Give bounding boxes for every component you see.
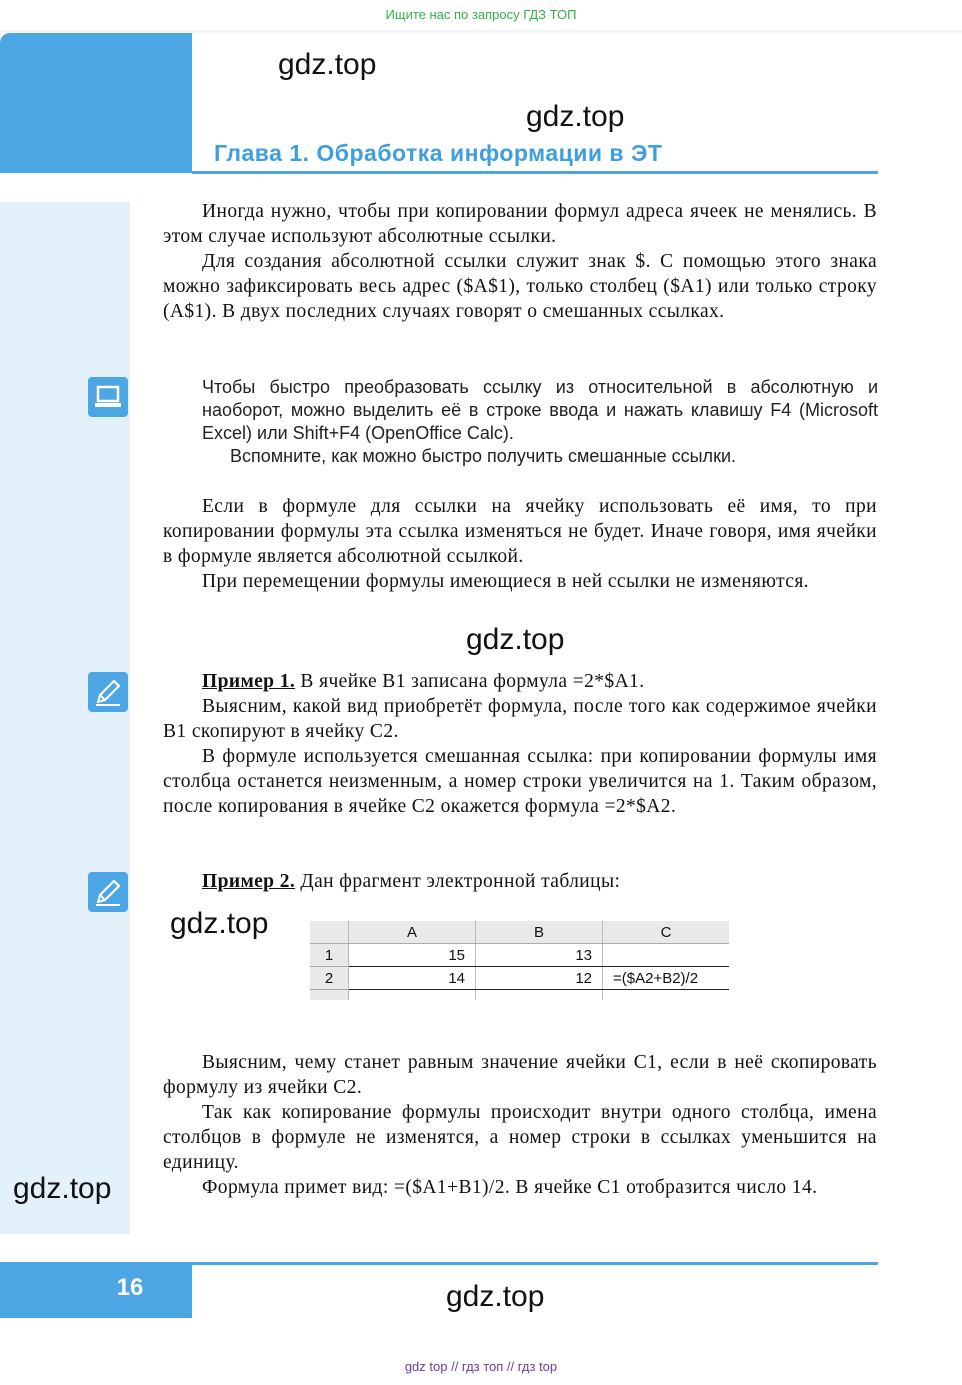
side-column: [0, 202, 130, 1234]
footer-rule: [192, 1262, 878, 1265]
sheet-row: [310, 944, 729, 967]
paragraph: Если в формуле для ссылки на ячейку использовать её имя, то при копировании формулы эта ссылка изменяться не будет. Иначе говоря, имя ячейки в формуле является абсолютной ссылкой.: [163, 496, 877, 567]
tip-text: Чтобы быстро преобразовать ссылку из относительной в абсолютную и наоборот, можно выделить её в строке ввода и нажать клавишу F4 (Microsoft Excel) или Shift+F4 (OpenOffice Calc).: [202, 377, 878, 443]
cell: 12: [476, 967, 603, 990]
header-block: [0, 33, 192, 173]
chapter-title: Глава 1. Обработка информации в ЭТ: [214, 140, 663, 166]
computer-icon: [88, 377, 128, 417]
row-number: 2: [310, 967, 349, 990]
column-header: B: [476, 921, 603, 944]
text-block-absolute-refs: [163, 199, 877, 324]
sheet-header-row: [310, 921, 729, 944]
paragraph: Формула примет вид: =($A1+B1)/2. В ячейке C1 отобразится число 14.: [202, 1177, 818, 1198]
paragraph: Так как копирование формулы происходит внутри одного столбца, имена столбцов в формуле не изменятся, а номер строки в ссылках уменьшится на единицу.: [163, 1102, 877, 1173]
watermark: gdz.top: [526, 100, 625, 133]
row-number: 1: [310, 944, 349, 967]
tip-question: Вспомните, как можно быстро получить смешанные ссылки.: [230, 446, 736, 466]
page-number: 16: [116, 1274, 144, 1301]
example-intro: В ячейке B1 записана формула =2*$A1.: [295, 671, 645, 692]
example-intro: Дан фрагмент электронной таблицы:: [295, 871, 621, 892]
paragraph: Выясним, чему станет равным значение ячейки C1, если в неё скопировать формулу из ячейки C2.: [163, 1052, 877, 1098]
paragraph: Выясним, какой вид приобретёт формула, после того как содержимое ячейки B1 скопируют в ячейку C2.: [163, 696, 877, 742]
cell: =($A2+B2)/2: [603, 967, 730, 990]
example-label: Пример 2.: [202, 871, 296, 892]
text-block-named-refs: [163, 494, 877, 594]
cell: 13: [476, 944, 603, 967]
paragraph: При перемещении формулы имеющиеся в ней ссылки не изменяются.: [202, 571, 809, 592]
sheet-corner: [310, 921, 349, 944]
paragraph: Иногда нужно, чтобы при копировании формул адреса ячеек не менялись. В этом случае используют абсолютные ссылки.: [163, 201, 877, 247]
sheet-row: [310, 967, 729, 990]
chapter-rule: [192, 171, 878, 174]
column-header: A: [349, 921, 476, 944]
cell: [603, 944, 730, 967]
example-2: [163, 869, 877, 894]
paragraph: В формуле используется смешанная ссылка: при копировании формулы имя столбца останется неизменным, а номер строки увеличится на 1. Таким образом, после копирования в ячейке C2 окажется формула =2*$A2.: [163, 746, 877, 817]
watermark: gdz.top: [13, 1172, 112, 1205]
cell: 15: [349, 944, 476, 967]
watermark: gdz.top: [446, 1280, 545, 1313]
watermark: gdz.top: [278, 48, 377, 81]
spreadsheet-fragment: [310, 921, 729, 1000]
watermark: gdz.top: [466, 623, 565, 656]
example-label: Пример 1.: [202, 671, 296, 692]
cell: 14: [349, 967, 476, 990]
paragraph: Для создания абсолютной ссылки служит знак $. С помощью этого знака можно зафиксировать весь адрес ($A$1), только столбец ($A1) или только строку (A$1). В двух последних случаях говорят о смешанных ссылках.: [163, 251, 877, 322]
tip-note: [202, 376, 878, 468]
watermark: gdz.top: [170, 907, 269, 940]
pencil-icon: [88, 672, 128, 712]
pencil-icon: [88, 872, 128, 912]
sheet-empty-row: [310, 990, 729, 1001]
text-block-solution: [163, 1050, 877, 1200]
example-1: [163, 669, 877, 819]
bottom-note[interactable]: gdz top // гдз топ // гдз top: [404, 1359, 558, 1374]
top-note[interactable]: Ищите нас по запросу ГДЗ ТОП: [385, 7, 577, 22]
column-header: C: [603, 921, 730, 944]
